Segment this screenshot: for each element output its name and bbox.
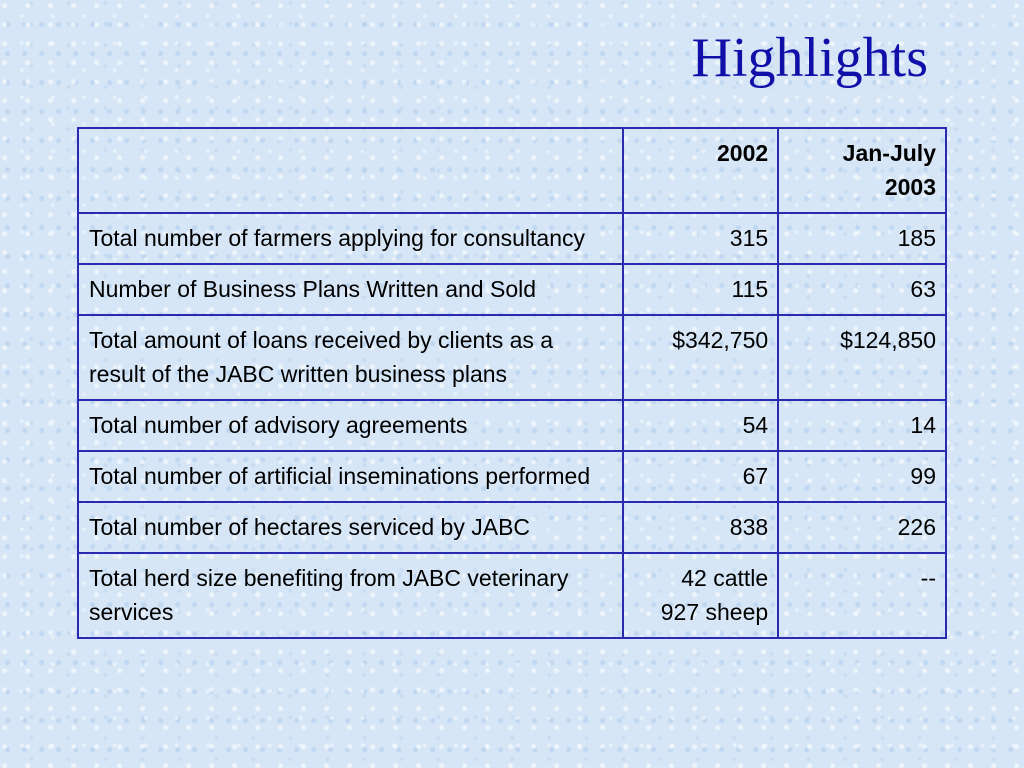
row-label: Total amount of loans received by clients as a result of the JABC written business plans — [78, 315, 623, 400]
value-2002: 315 — [623, 213, 778, 264]
table-row — [78, 553, 946, 638]
table-row — [78, 451, 946, 502]
header-2002: 2002 — [623, 128, 778, 213]
value-2003: 185 — [778, 213, 946, 264]
highlights-table — [77, 127, 947, 639]
value-2003: 14 — [778, 400, 946, 451]
row-label: Total number of farmers applying for consultancy — [78, 213, 623, 264]
value-2002: 838 — [623, 502, 778, 553]
table-row — [78, 213, 946, 264]
table-row — [78, 400, 946, 451]
value-2002: $342,750 — [623, 315, 778, 400]
slide-title: Highlights — [691, 27, 928, 89]
table-header-row — [78, 128, 946, 213]
value-2003: -- — [778, 553, 946, 638]
value-2003: $124,850 — [778, 315, 946, 400]
value-2003: 99 — [778, 451, 946, 502]
table-row — [78, 315, 946, 400]
header-jan-july-2003: Jan-July 2003 — [778, 128, 946, 213]
value-2002: 115 — [623, 264, 778, 315]
row-label: Total number of advisory agreements — [78, 400, 623, 451]
table-row — [78, 502, 946, 553]
row-label: Total herd size benefiting from JABC veterinary services — [78, 553, 623, 638]
row-label: Total number of artificial inseminations performed — [78, 451, 623, 502]
value-2002: 54 — [623, 400, 778, 451]
row-label: Number of Business Plans Written and Sold — [78, 264, 623, 315]
row-label: Total number of hectares serviced by JABC — [78, 502, 623, 553]
table-row — [78, 264, 946, 315]
value-2002: 67 — [623, 451, 778, 502]
value-2003: 226 — [778, 502, 946, 553]
header-label — [78, 128, 623, 213]
value-2002: 42 cattle 927 sheep — [623, 553, 778, 638]
value-2003: 63 — [778, 264, 946, 315]
